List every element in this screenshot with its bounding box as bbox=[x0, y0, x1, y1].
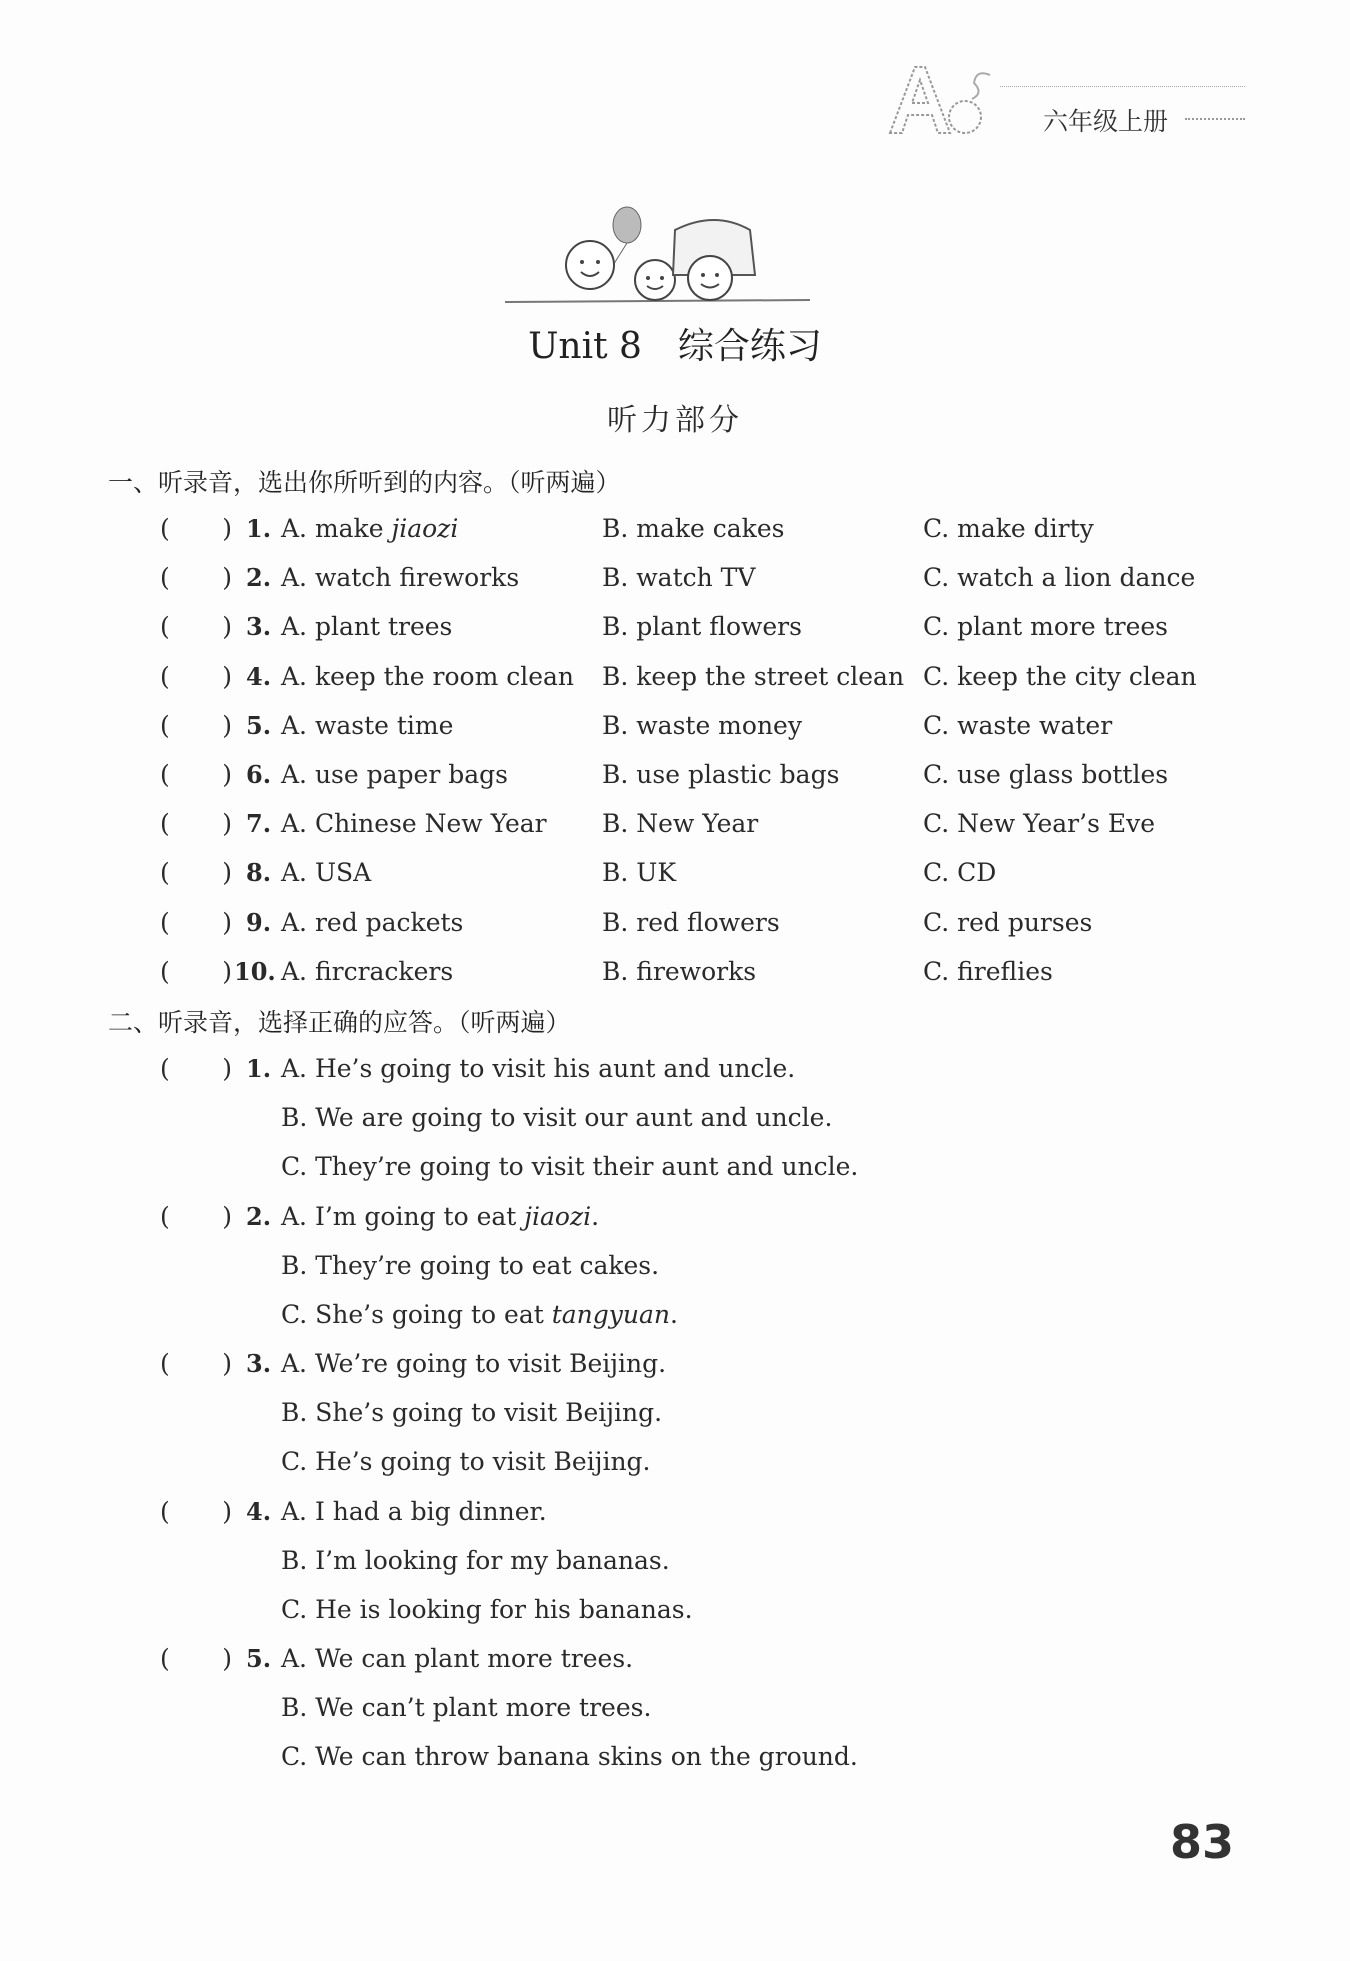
option-c: C. He’s going to visit Beijing. bbox=[281, 1447, 651, 1476]
option-c: C. plant more trees bbox=[923, 612, 1168, 641]
option-c: C. red purses bbox=[923, 908, 1093, 937]
question-number: 6. bbox=[246, 760, 272, 789]
grade-label: 六年级上册 bbox=[1043, 107, 1169, 136]
option-b: B. I’m looking for my bananas. bbox=[281, 1546, 670, 1575]
question-number: 3. bbox=[246, 1349, 272, 1378]
option-a: A. USA bbox=[281, 858, 372, 887]
question-number: 3. bbox=[246, 612, 272, 641]
unit-title: Unit 8 综合练习 bbox=[528, 326, 822, 367]
question-number: 1. bbox=[246, 1054, 272, 1083]
option-a: A. make jiaozi bbox=[281, 514, 459, 543]
header-dots bbox=[1185, 118, 1245, 120]
answer-blank[interactable]: ( ) bbox=[160, 563, 232, 592]
answer-blank[interactable]: ( ) bbox=[160, 662, 232, 691]
option-a: A. keep the room clean bbox=[281, 662, 575, 691]
option-a: A. I’m going to eat jiaozi. bbox=[281, 1202, 600, 1231]
option-a: A. red packets bbox=[281, 908, 464, 937]
option-a: A. He’s going to visit his aunt and uncle. bbox=[281, 1054, 796, 1083]
option-a: A. We’re going to visit Beijing. bbox=[281, 1349, 667, 1378]
option-a: A. We can plant more trees. bbox=[281, 1644, 634, 1673]
header-rule bbox=[1000, 86, 1245, 87]
option-c: C. He is looking for his bananas. bbox=[281, 1595, 693, 1624]
option-b: B. She’s going to visit Beijing. bbox=[281, 1398, 663, 1427]
question-number: 7. bbox=[246, 809, 272, 838]
option-b: B. fireworks bbox=[602, 957, 757, 986]
option-a: A. watch fireworks bbox=[281, 563, 520, 592]
question-number: 10. bbox=[234, 957, 276, 986]
answer-blank[interactable]: ( ) bbox=[160, 711, 232, 740]
answer-blank[interactable]: ( ) bbox=[160, 1054, 232, 1083]
question-number: 5. bbox=[246, 1644, 272, 1673]
option-a: A. waste time bbox=[281, 711, 454, 740]
option-a: A. use paper bags bbox=[281, 760, 508, 789]
option-b: B. red flowers bbox=[602, 908, 780, 937]
answer-blank[interactable]: ( ) bbox=[160, 858, 232, 887]
option-b: B. waste money bbox=[602, 711, 802, 740]
question-number: 5. bbox=[246, 711, 272, 740]
children-illustration-icon bbox=[505, 200, 810, 310]
option-b: B. plant flowers bbox=[602, 612, 802, 641]
option-c: C. They’re going to visit their aunt and uncle. bbox=[281, 1152, 859, 1181]
option-c: C. watch a lion dance bbox=[923, 563, 1196, 592]
answer-blank[interactable]: ( ) bbox=[160, 514, 232, 543]
option-b: B. make cakes bbox=[602, 514, 785, 543]
question-number: 4. bbox=[246, 662, 272, 691]
option-c: C. We can throw banana skins on the ground. bbox=[281, 1742, 858, 1771]
part2-heading: 二、听录音，选择正确的应答。（听两遍） bbox=[108, 1008, 571, 1037]
section-subtitle: 听力部分 bbox=[607, 403, 743, 438]
option-c: C. fireflies bbox=[923, 957, 1053, 986]
answer-blank[interactable]: ( ) bbox=[160, 957, 232, 986]
option-c: C. make dirty bbox=[923, 514, 1094, 543]
option-b: B. UK bbox=[602, 858, 677, 887]
option-c: C. waste water bbox=[923, 711, 1113, 740]
question-number: 4. bbox=[246, 1497, 272, 1526]
question-number: 9. bbox=[246, 908, 272, 937]
option-a: A. I had a big dinner. bbox=[281, 1497, 547, 1526]
option-a: A. fircrackers bbox=[281, 957, 454, 986]
option-b: B. New Year bbox=[602, 809, 759, 838]
question-number: 2. bbox=[246, 563, 272, 592]
option-b: B. They’re going to eat cakes. bbox=[281, 1251, 660, 1280]
option-c: C. CD bbox=[923, 858, 997, 887]
answer-blank[interactable]: ( ) bbox=[160, 908, 232, 937]
option-c: C. She’s going to eat tangyuan. bbox=[281, 1300, 678, 1329]
option-b: B. We are going to visit our aunt and uncle. bbox=[281, 1103, 833, 1132]
option-b: B. keep the street clean bbox=[602, 662, 905, 691]
answer-blank[interactable]: ( ) bbox=[160, 612, 232, 641]
option-b: B. use plastic bags bbox=[602, 760, 840, 789]
option-b: B. We can’t plant more trees. bbox=[281, 1693, 652, 1722]
answer-blank[interactable]: ( ) bbox=[160, 1497, 232, 1526]
answer-blank[interactable]: ( ) bbox=[160, 809, 232, 838]
answer-blank[interactable]: ( ) bbox=[160, 760, 232, 789]
option-a: A. plant trees bbox=[281, 612, 453, 641]
answer-blank[interactable]: ( ) bbox=[160, 1202, 232, 1231]
question-number: 8. bbox=[246, 858, 272, 887]
answer-blank[interactable]: ( ) bbox=[160, 1644, 232, 1673]
option-c: C. keep the city clean bbox=[923, 662, 1197, 691]
part1-heading: 一、听录音，选出你所听到的内容。（听两遍） bbox=[108, 468, 621, 497]
option-c: C. New Year’s Eve bbox=[923, 809, 1156, 838]
option-b: B. watch TV bbox=[602, 563, 756, 592]
page-number: 83 bbox=[1170, 1815, 1235, 1869]
abc-logo-icon bbox=[880, 55, 1010, 140]
question-number: 1. bbox=[246, 514, 272, 543]
question-number: 2. bbox=[246, 1202, 272, 1231]
option-a: A. Chinese New Year bbox=[281, 809, 547, 838]
answer-blank[interactable]: ( ) bbox=[160, 1349, 232, 1378]
option-c: C. use glass bottles bbox=[923, 760, 1169, 789]
